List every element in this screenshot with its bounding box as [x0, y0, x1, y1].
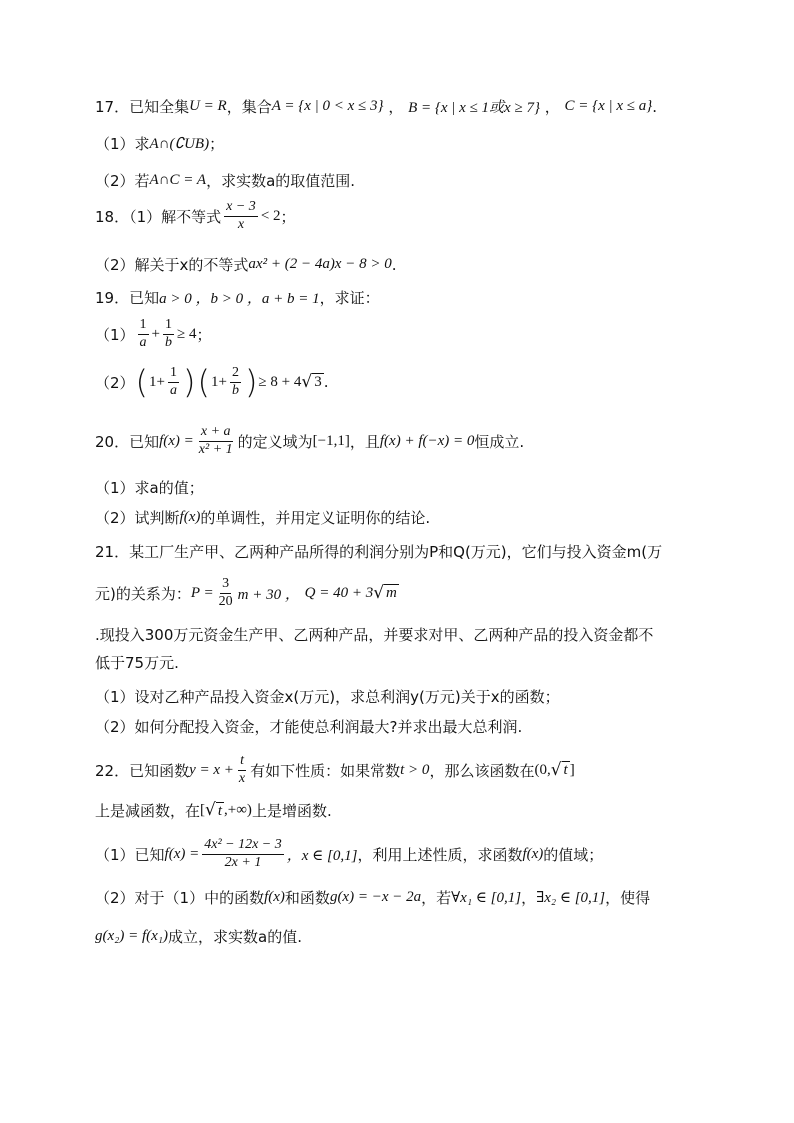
q21-line1-text: 21．某工厂生产甲、乙两种产品所得的利润分别为P和Q(万元)，它们与投入资金m(万 [95, 543, 663, 561]
q22-p2-forall: ∀x₁ ∈ [0,1] [451, 890, 522, 906]
q22-p2-fx: f(x) [264, 889, 285, 905]
q22-part2-cont [95, 926, 714, 947]
q17-p1-end: ； [209, 135, 225, 153]
q21-part1 [95, 686, 714, 707]
q19-frac-1a-b: $\frac{1}{a}$ [170, 365, 177, 398]
q17-part2 [95, 170, 714, 191]
q21-line2-pre: 元)的关系为： [95, 584, 191, 603]
q22-p2-comma: ， [521, 889, 537, 907]
q22-interval2-sqrt: √ t [205, 800, 223, 821]
q19-sqrt: √ 3 [301, 371, 322, 392]
q22-p1-fx: f(x) [522, 845, 544, 862]
q19-frac-1b: $\frac{1}{b}$ [165, 317, 173, 350]
q17-universal-set: U = R [189, 98, 227, 114]
q22-interval2-post: ,+∞) [224, 802, 252, 818]
q17-setB: B = {x | x ≤ 1或x ≥ 7} [408, 100, 540, 116]
q20-cond-pre: ，且 [349, 432, 380, 451]
q18-rhs: < 2 [260, 207, 281, 224]
q17-setA: A = {x | 0 < x ≤ 3} [271, 98, 384, 114]
q22-p3-rest: 成立，求实数a的值. [168, 928, 302, 946]
q19-cond: a > 0 ，b > 0 ，a + b = 1 [159, 291, 320, 307]
q22-p1-dom: ，x ∈ [0,1] [286, 847, 358, 864]
q18-part1 [95, 200, 714, 232]
q22-line2-pre: 上是减函数，在 [95, 802, 201, 820]
q17-line1: 17．已知全集 U = R ，集合 A = {x | 0 < x ≤ 3} ， B = {x | x ≤ 1或x ≥ 7} ， C = {x | x ≤ a} . [95, 97, 658, 116]
q18-fraction [224, 200, 258, 232]
q20-cond-post: 恒成立. [474, 432, 525, 451]
q22-cond: t > 0 [400, 761, 430, 778]
q22-p2-pre: （2）对于（1）中的函数 [95, 889, 265, 907]
q21-line3 [95, 624, 714, 645]
q20-lead: 20．已知 [95, 432, 160, 451]
q22-interval2-pre: [ [200, 802, 206, 818]
q18-frac-den: x [237, 216, 245, 232]
q17-part1 [95, 133, 714, 154]
q17-p2-label: （2）若 [95, 172, 150, 190]
q17-end: . [652, 97, 658, 116]
q21-p2: （2）如何分配投入资金，才能使总利润最大?并求出最大总利润. [95, 718, 523, 736]
q19-part1: （1） $\frac{1}{a}$ + $\frac{1}{b}$ ≥ 4 ； [95, 317, 212, 350]
q19-p1-label: （1） [95, 325, 135, 344]
q21-P-rest: m + 30 ， [237, 586, 300, 603]
q18-part2 [95, 254, 714, 275]
q22-interval1-pre: (0, [534, 761, 551, 778]
q20-f-lhs: f(x) = [159, 432, 194, 449]
q22-p2-exists: ∃x₂ ∈ [0,1] [536, 890, 606, 906]
q20-part2 [95, 507, 714, 528]
q21-P-frac: $\frac{3}{20}$ [218, 576, 233, 609]
q20-p2-rest: 的单调性，并用定义证明你的结论. [200, 509, 431, 527]
q22-part2 [95, 887, 714, 908]
q21-part2 [95, 716, 714, 737]
q17-p2-rest: ，求实数a的取值范围. [206, 172, 356, 190]
q22-mid2: ，那么该函数在 [429, 761, 535, 780]
q22-line2 [95, 800, 714, 821]
q21-line4-text: 低于75万元. [95, 654, 179, 672]
q22-line1 [95, 754, 714, 786]
q22-p3-expr: g(x₂) = f(x₁) [95, 928, 169, 944]
q22-y-expr: y = x + [189, 761, 234, 778]
q19-lead: 19．已知 [95, 289, 160, 307]
q20-p1: （1）求a的值； [95, 479, 204, 497]
q22-p2-g: g(x) = −x − 2a [329, 889, 422, 905]
q19-frac-1a: $\frac{1}{a}$ [139, 317, 147, 350]
q22-frac: $\frac{t}{x}$ [238, 753, 246, 786]
q19-part2: （2） ( 1+ $\frac{1}{a}$ ) ( 1+ $\frac{2}{b}$ ) ≥ 8 + 4 √ 3 . [95, 363, 329, 402]
q19-frac-2b: $\frac{2}{b}$ [231, 365, 239, 398]
q22-interval1-post: ] [569, 761, 575, 778]
q21-Q-sqrt: √ m [373, 582, 397, 603]
q21-line1 [95, 541, 714, 562]
q17-p1-label: （1）求 [95, 135, 150, 153]
q21-p1: （1）设对乙种产品投入资金x(万元)，求总利润y(万元)关于x的函数； [95, 688, 560, 706]
q18-p2-label: （2）解关于x的不等式 [95, 256, 249, 274]
q22-p1-rest: ，利用上述性质，求函数 [357, 845, 523, 864]
q20-fraction: $\frac{x + a}{\text{x² + 1}}$ [198, 424, 233, 457]
q22-part1 [95, 838, 714, 870]
q17-lead: 17．已知全集 [95, 98, 190, 116]
q20-part1 [95, 477, 714, 498]
q19-p2-rhs: ≥ 8 + 4 [258, 373, 302, 390]
q22-line2-post: 上是增函数. [251, 802, 332, 820]
q21-Q-expr: Q = 40 + 3 [304, 584, 374, 601]
q19-p1-rhs: ≥ 4 [177, 325, 197, 342]
q22-mid: 有如下性质：如果常数 [250, 761, 401, 780]
q19-p2-label: （2） [95, 373, 135, 392]
q21-line3-text: .现投入300万元资金生产甲、乙两种产品，并要求对甲、乙两种产品的投入资金都不 [95, 626, 654, 644]
q17-p1-expr: A∩(∁UB) [149, 136, 210, 152]
q20-p2-label: （2）试判断 [95, 509, 180, 527]
q22-p2-mid2: ，若 [421, 889, 452, 907]
q17-p2-expr: A∩C = A [149, 172, 207, 188]
q20-domain: [−1,1] [312, 432, 350, 449]
q20-line1 [95, 425, 714, 457]
q22-lead: 22．已知函数 [95, 761, 190, 780]
q17-setA-pre: ，集合 [226, 98, 272, 116]
q18-lead: 18．（1）解不等式 [95, 207, 222, 226]
q18-end: ； [280, 207, 296, 226]
q22-p1-end: 的值域； [543, 845, 604, 864]
q19-end: ，求证： [319, 289, 380, 307]
q19-line1 [95, 287, 714, 308]
q22-p1-frac: $\frac{\text{4x² − 12x − 3}}{2x + 1}$ [204, 837, 282, 870]
q22-p2-mid: 和函数 [284, 889, 330, 907]
q20-cond: f(x) + f(−x) = 0 [379, 432, 475, 449]
q21-P-lhs: P = [190, 584, 214, 601]
q20-p2-fx: f(x) [179, 509, 201, 525]
q17-setC: C = {x | x ≤ a} [564, 98, 653, 114]
q22-p2-end: ，使得 [605, 889, 651, 907]
q19-p1-end: ； [196, 325, 212, 344]
q22-interval1-sqrt: √ t [550, 759, 568, 780]
q19-p2-end: . [323, 373, 329, 392]
q18-p2-end: . [391, 255, 397, 274]
q22-p1-label: （1）已知 [95, 845, 165, 864]
q21-line4 [95, 652, 714, 673]
q18-p2-expr: ax² + (2 − 4a)x − 8 > 0 [248, 256, 392, 272]
q18-frac-num: x − 3 [224, 200, 258, 217]
q20-domain-text: 的定义域为 [237, 432, 313, 451]
q22-p1-f: f(x) = [164, 845, 200, 862]
q21-line2 [95, 577, 714, 609]
